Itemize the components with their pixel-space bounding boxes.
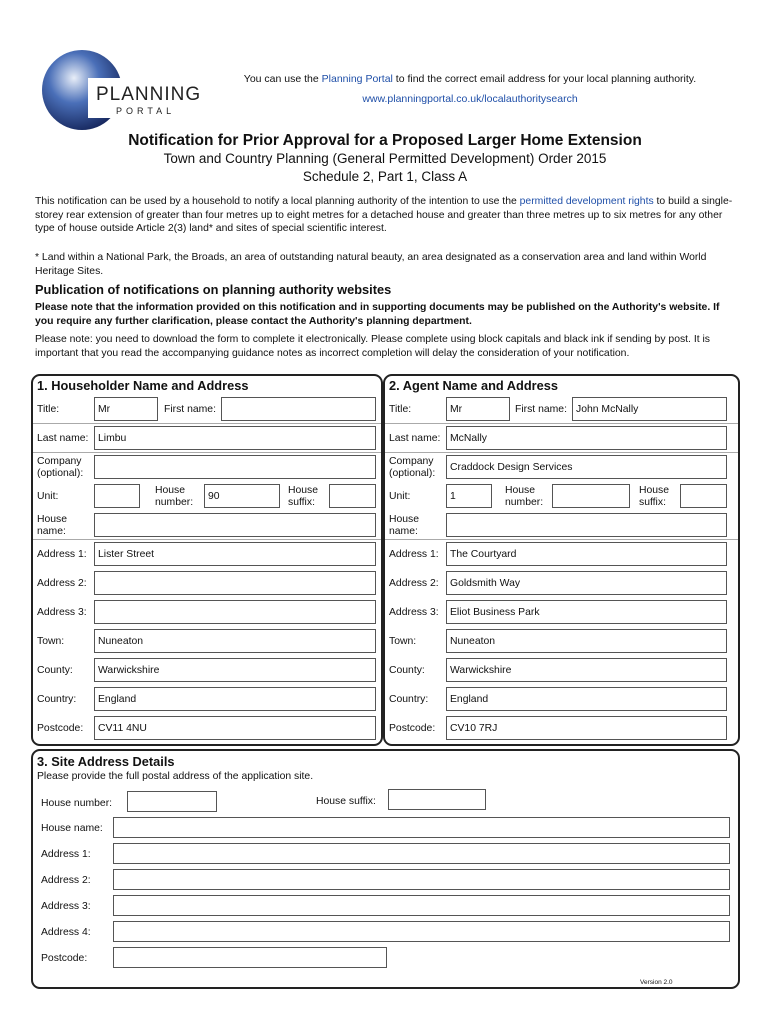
householder-house-number-label: House number: [155, 485, 194, 508]
householder-county-field[interactable]: Warwickshire [94, 658, 376, 682]
agent-unit-field[interactable]: 1 [446, 484, 492, 508]
form-title-main: Notification for Prior Approval for a Proposed Larger Home Extension [128, 132, 642, 149]
householder-unit-label: Unit: [37, 491, 59, 502]
site-postcode-field[interactable] [113, 947, 387, 968]
agent-address2-field[interactable]: Goldsmith Way [446, 571, 727, 595]
householder-address2-label: Address 2: [37, 578, 87, 589]
site-address2-label: Address 2: [41, 875, 91, 886]
site-address4-field[interactable] [113, 921, 730, 942]
form-title-schedule: Schedule 2, Part 1, Class A [302, 169, 468, 184]
land-footnote: * Land within a National Park, the Broads, an area of outstanding natural beauty, an area designated as a conservation area and land within World Heritage Sites. [35, 252, 707, 277]
row-divider [33, 423, 381, 424]
agent-house-number-label: House number: [505, 485, 544, 508]
agent-address1-field[interactable]: The Courtyard [446, 542, 727, 566]
agent-last-name-field[interactable]: McNally [446, 426, 727, 450]
householder-house-name-label: House name: [37, 514, 68, 537]
agent-address2-label: Address 2: [389, 578, 439, 589]
householder-house-suffix-label: House suffix: [288, 485, 319, 508]
householder-company-label: Company (optional): [37, 456, 84, 479]
site-address4-label: Address 4: [41, 927, 91, 938]
site-address3-field[interactable] [113, 895, 730, 916]
site-address-instruction: Please provide the full postal address of the application site. [37, 771, 314, 782]
householder-postcode-field[interactable]: CV11 4NU [94, 716, 376, 740]
agent-postcode-field[interactable]: CV10 7RJ [446, 716, 727, 740]
site-address3-label: Address 3: [41, 901, 91, 912]
householder-address3-field[interactable] [94, 600, 376, 624]
householder-address3-label: Address 3: [37, 607, 87, 618]
row-divider [385, 539, 738, 540]
agent-first-name-field[interactable]: John McNally [572, 397, 727, 421]
agent-county-label: County: [389, 665, 425, 676]
row-divider [33, 539, 381, 540]
agent-country-field[interactable]: England [446, 687, 727, 711]
householder-country-label: Country: [37, 694, 77, 705]
householder-country-field[interactable]: England [94, 687, 376, 711]
agent-town-field[interactable]: Nuneaton [446, 629, 727, 653]
intro-paragraph: This notification can be used by a household to notify a local planning authority of the intention to use the permitted development rights to build a single-storey rear extension of greater than four metres up to eight metres for a detached house and greater than three metres up to six metres for any other type of house outside Article 2(3) land* and sites of special scientific interest. [35, 196, 733, 234]
authority-search-note: You can use the Planning Portal to find the correct email address for your local planning authority. www.planningportal.co.uk/localauthoritysearch [220, 72, 720, 106]
agent-house-number-field[interactable] [552, 484, 630, 508]
version-label: Version 2.0 [640, 979, 673, 986]
householder-last-name-field[interactable]: Limbu [94, 426, 376, 450]
publication-notice: Please note that the information provided on this notification and in supporting documents may be published on the Authority's website. If you require any further clarification, please contact the Authority's planning department. [35, 302, 720, 327]
householder-house-name-field[interactable] [94, 513, 376, 537]
agent-title-label: Title: [389, 404, 412, 415]
svg-text:PORTAL: PORTAL [116, 106, 176, 116]
completion-note: Please note: you need to download the form to complete it electronically. Please complete using block capitals and black ink if sending by post. It is important that you read the accompanying guidance notes as incorrect completion will delay the consideration of your notification. [35, 334, 711, 359]
agent-house-name-label: House name: [389, 514, 420, 537]
householder-address1-field[interactable]: Lister Street [94, 542, 376, 566]
householder-title-field[interactable]: Mr [94, 397, 158, 421]
row-divider [33, 452, 381, 453]
agent-last-name-label: Last name: [389, 433, 441, 444]
householder-company-field[interactable] [94, 455, 376, 479]
agent-address3-field[interactable]: Eliot Business Park [446, 600, 727, 624]
site-house-number-field[interactable] [127, 791, 217, 812]
site-address1-label: Address 1: [41, 849, 91, 860]
site-address2-field[interactable] [113, 869, 730, 890]
authority-search-url[interactable]: www.planningportal.co.uk/localauthoritysearch [362, 93, 578, 105]
publication-heading: Publication of notifications on planning authority websites [35, 282, 392, 297]
planning-portal-link[interactable]: Planning Portal [321, 73, 393, 85]
agent-heading: 2. Agent Name and Address [389, 378, 559, 393]
site-house-suffix-label: House suffix: [316, 796, 376, 807]
form-title-order: Town and Country Planning (General Permitted Development) Order 2015 [163, 151, 607, 166]
site-address-heading: 3. Site Address Details [37, 754, 175, 769]
agent-house-suffix-label: House suffix: [639, 485, 670, 508]
householder-house-number-field[interactable]: 90 [204, 484, 280, 508]
householder-title-label: Title: [37, 404, 60, 415]
site-address1-field[interactable] [113, 843, 730, 864]
site-house-name-label: House name: [41, 823, 103, 834]
permitted-development-link[interactable]: permitted development rights [519, 196, 654, 207]
agent-company-label: Company (optional): [389, 456, 436, 479]
householder-unit-field[interactable] [94, 484, 140, 508]
planning-portal-logo [38, 44, 218, 136]
householder-first-name-field[interactable] [221, 397, 376, 421]
agent-address3-label: Address 3: [389, 607, 439, 618]
form-title [0, 132, 770, 186]
site-house-number-label: House number: [41, 798, 113, 809]
agent-town-label: Town: [389, 636, 417, 647]
agent-company-field[interactable]: Craddock Design Services [446, 455, 727, 479]
agent-country-label: Country: [389, 694, 429, 705]
agent-unit-label: Unit: [389, 491, 411, 502]
row-divider [385, 452, 738, 453]
site-house-suffix-field[interactable] [388, 789, 486, 810]
agent-first-name-label: First name: [515, 404, 567, 415]
agent-postcode-label: Postcode: [389, 723, 436, 734]
householder-house-suffix-field[interactable] [329, 484, 376, 508]
householder-heading: 1. Householder Name and Address [37, 378, 249, 393]
site-postcode-label: Postcode: [41, 953, 88, 964]
agent-address1-label: Address 1: [389, 549, 439, 560]
householder-address2-field[interactable] [94, 571, 376, 595]
agent-title-field[interactable]: Mr [446, 397, 510, 421]
site-house-name-field[interactable] [113, 817, 730, 838]
agent-house-suffix-field[interactable] [680, 484, 727, 508]
agent-county-field[interactable]: Warwickshire [446, 658, 727, 682]
householder-town-field[interactable]: Nuneaton [94, 629, 376, 653]
row-divider [385, 423, 738, 424]
householder-county-label: County: [37, 665, 73, 676]
agent-house-name-field[interactable] [446, 513, 727, 537]
svg-text:PLANNING: PLANNING [96, 84, 202, 105]
householder-last-name-label: Last name: [37, 433, 89, 444]
householder-first-name-label: First name: [164, 404, 216, 415]
householder-postcode-label: Postcode: [37, 723, 84, 734]
householder-address1-label: Address 1: [37, 549, 87, 560]
householder-town-label: Town: [37, 636, 65, 647]
